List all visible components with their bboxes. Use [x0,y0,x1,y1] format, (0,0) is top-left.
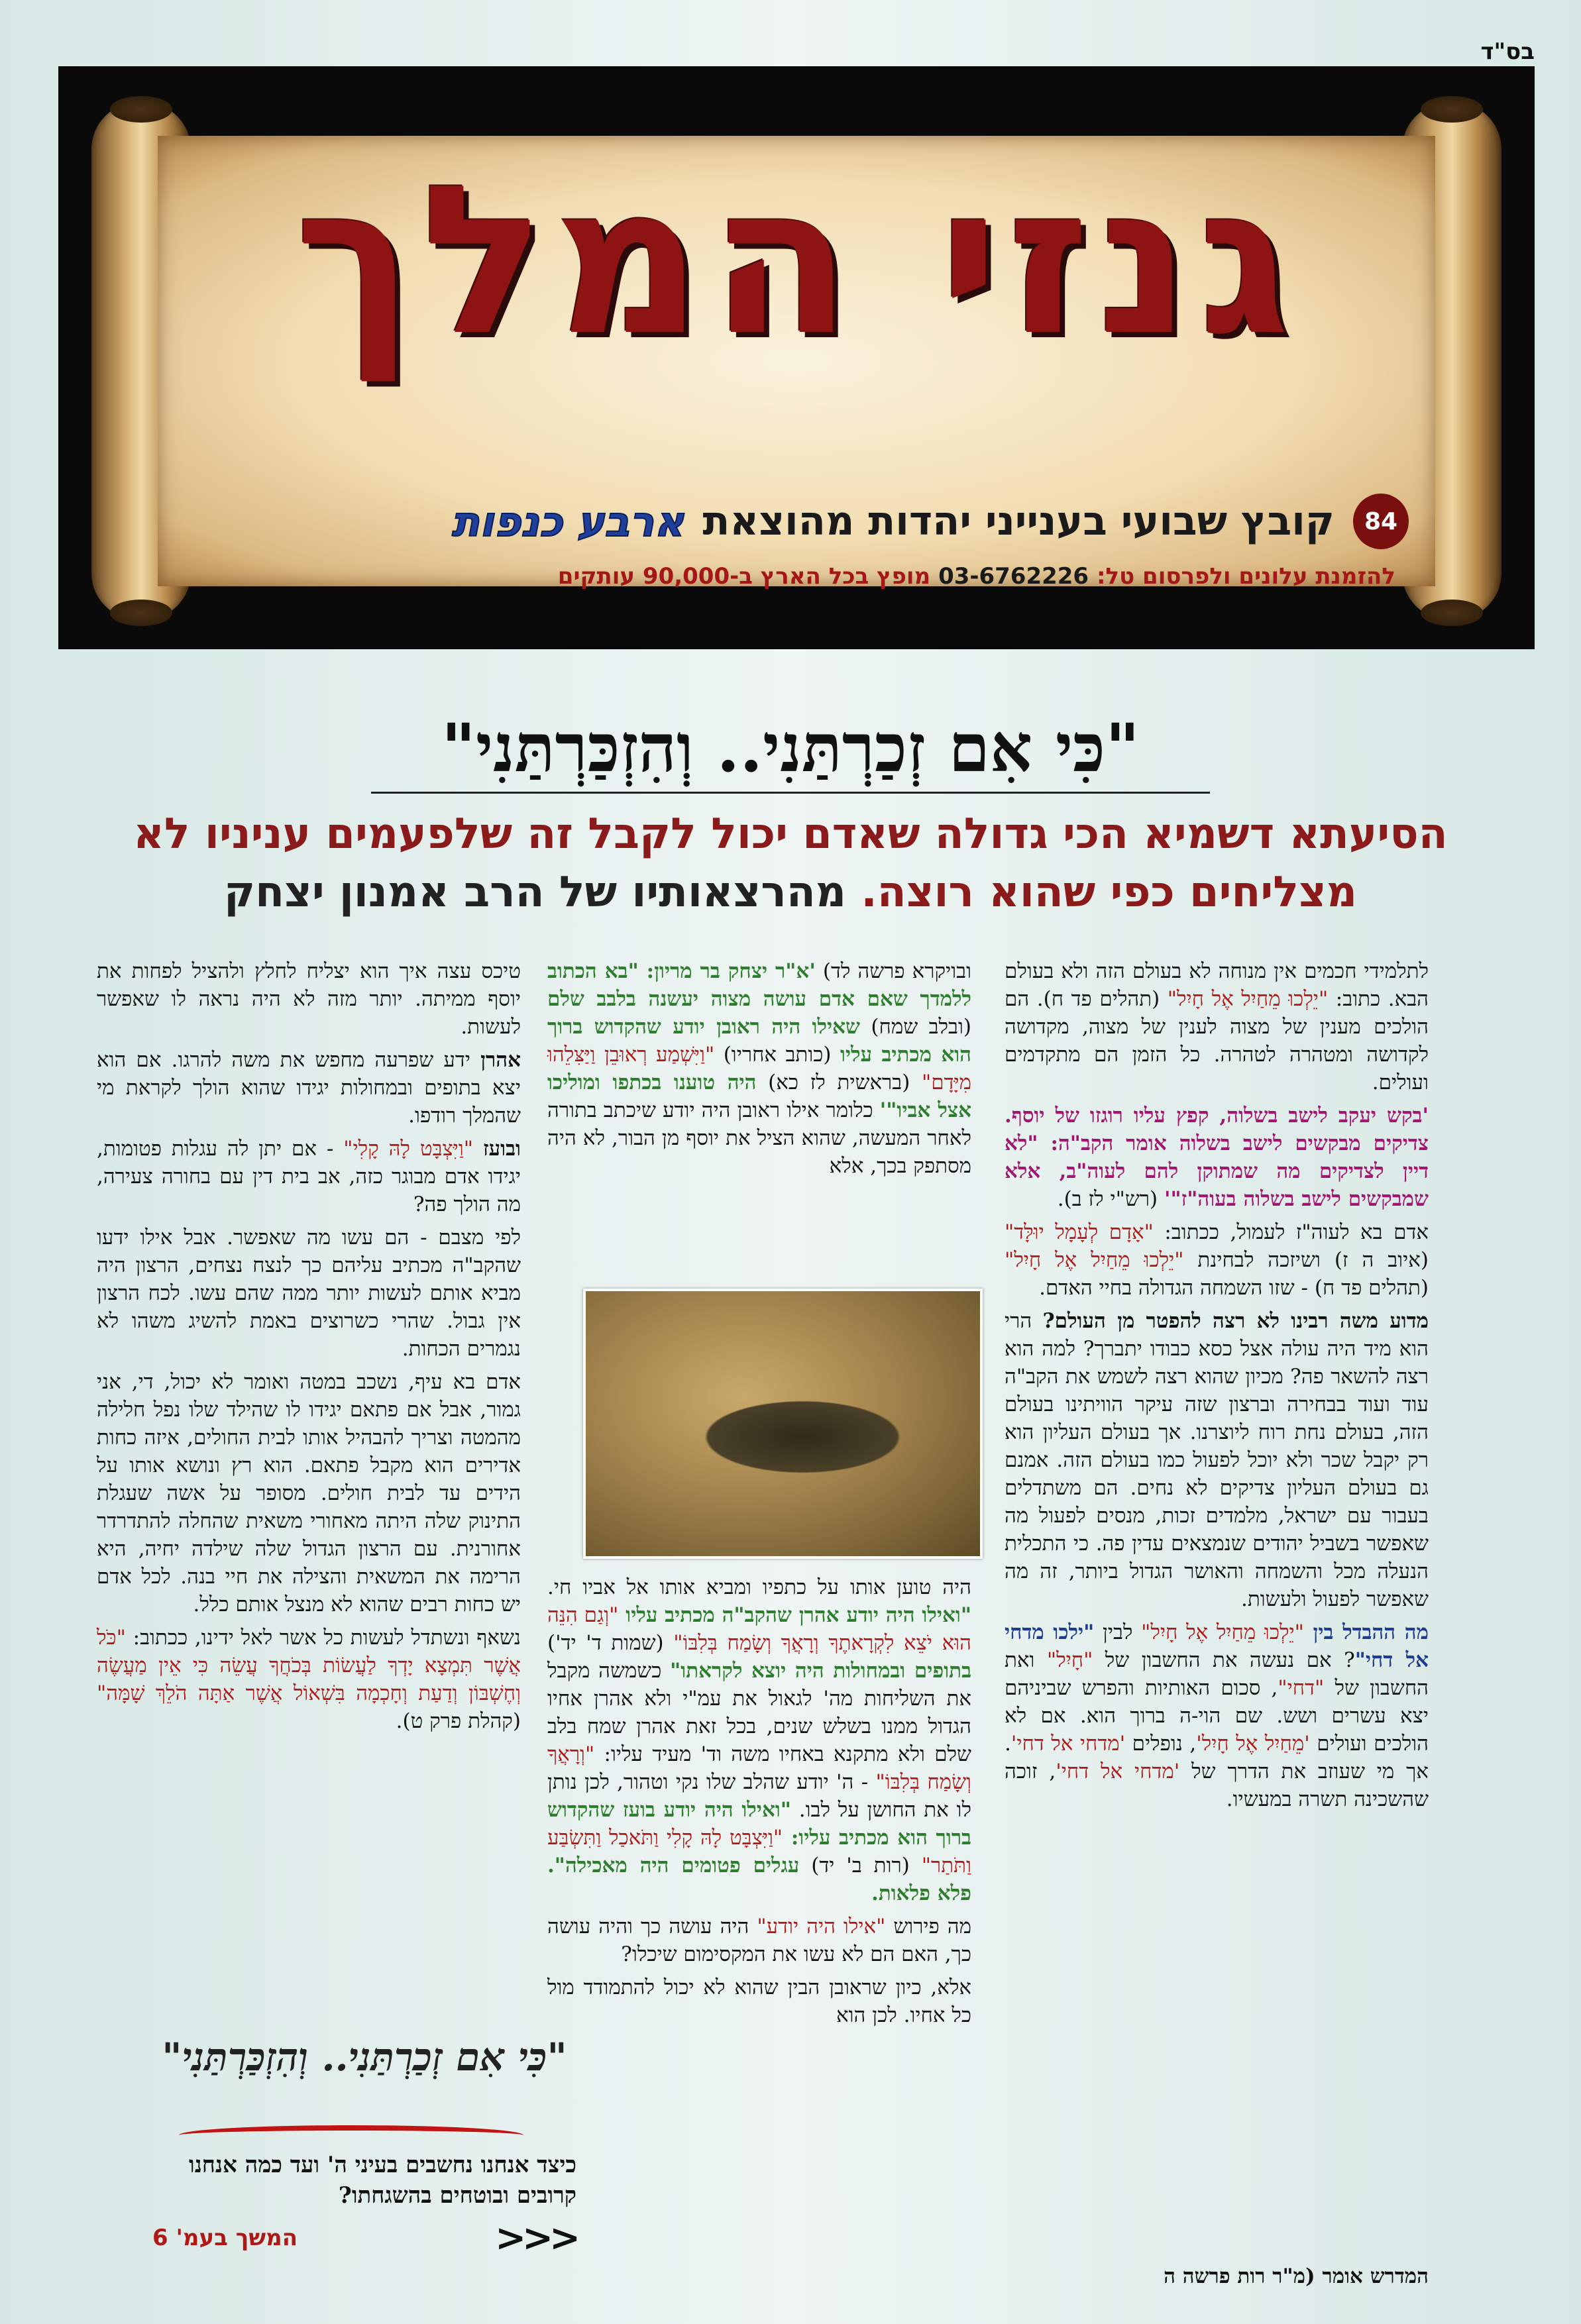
text: נשאף ונשתדל לעשות כל אשר לאל ידינו, ככתוב: [125,1626,521,1650]
byline: מהרצאותיו של הרב אמנון יצחק [223,868,847,917]
paragraph [97,1624,521,1735]
text: לבין [1094,1620,1142,1644]
text: ואת החשבון של [1005,1648,1429,1700]
paragraph [547,1913,971,1968]
quote: "אילו היה יודע" [757,1915,886,1938]
lead-question: מדוע משה רבינו לא רצה להפטר מן העולם? [1042,1309,1429,1333]
text: טיכס עצה איך הוא יצליח לחלץ ולהציל לפחות את יוסף ממיתה. יותר מזה לא היה נראה לו שאפשר לעשות. [97,959,521,1039]
masthead-title: גנזי המלך [294,142,1299,381]
text: (כותב אחריו) [714,1043,840,1067]
circulation-text: מופץ בכל הארץ ב-90,000 עותקים [557,563,931,590]
lead-word: ובועז [483,1137,521,1161]
subtitle-row [452,494,1409,549]
column-middle [547,957,971,1185]
text: כלומר אילו ראובן היה יודע שיכתב בתורה לאחר המעשה, שהוא הציל את יוסף מן הבור, לא היה מסתפק בכך, אלא [547,1098,971,1178]
text: כשמשה מקבל את השליחות מה' לגאול את עמ"י ולא אהרן אחיו הגדול ממנו בשלש שנים, בכל זאת אהרן שמח בלב שלם ולא מתקנא באחיו משה וד' מעיד עליו: [547,1659,971,1766]
paragraph [1005,1307,1429,1613]
text: לפי מצבם - הם עשו מה שאפשר. אבל אילו ידעו שהקב"ה מכתיב עליהם כך לנצח נצחים, הרצון היה מביא אותם לעשות יותר ממה שהם עשו. לכח הרצון אין גבול. שהרי כשרוצים באמת להשיג משהו לא נגמרים הכחות. [97,1226,521,1361]
column-left [97,957,521,1740]
text: הרי הוא מיד היה עולה אצל כסא כבודו יתברך? למה הוא רצה להשאר פה? מכיון שהוא רצה לשמש את הקב"ה עוד ועוד בבחירה וברצון שזה עיקר הוויתינו בעולם הזה, בעולם נחת רוח ליוצרנו. אך בעולם העליון הוא רק יקבל שכר ולא יוכל לפעול כמו בעולם הזה. אמנם גם בעולם העליון צדיקים לא נחים. הם משתדלים בעבור עם ישראל, מלמדים זכות, מנסים לפעול מה שאפשר בשביל יהודים שנמצאים עדין פה. כי התכלית הנעלה מכל והשמחה והאושר הגדול ביותר, זה מה שאפשר לפעול ולעשות. [1005,1309,1429,1611]
title-divider [371,792,1210,794]
quote: 'מדחי אל דחי' [1010,1732,1126,1756]
quote: 'בקש יעקב לישב בשלוה, קפץ עליו רוגזו של יוסף. צדיקים מבקשים לישב בשלוה אומר הקב"ה: "לא דיין לצדיקים מה שמתוקן להם לעוה"ב, אלא שמבקשים לישב בשלוה בעוה"ז"' [1005,1104,1429,1211]
quote: 'א"ר יצחק בר מריון: "בא הכתוב ללמדך שאם אדם עושה מצוה יעשנה בלבב שלם [547,959,971,1011]
quote: "וְגַם הִנֵּה הוּא יֹצֵא לִקְרָאתֶךָ וְרָאֲךָ וְשָׂמַח בְּלִבּוֹ" [547,1603,972,1655]
text: (שמות ד' יד') [547,1631,674,1655]
paragraph [1005,1618,1429,1813]
quote: "וַיִּצְבָּט לָהּ קָלִי וַתֹּאכַל וַתִּשְׂבַּע וַתֹּתַר" [547,1826,971,1877]
text: - ה' יודע שהלב שלו נקי וטהור, לכן נותן לו את החושן על לבו. [547,1770,971,1822]
subtitle: קובץ שבועי בענייני יהדות מהוצאת [702,498,1335,545]
quote: "יֵלְכוּ מֵחַיִל אֶל חָיִל" [1005,1248,1184,1272]
column-middle-lower [547,1573,971,2034]
text: , נופלים [1125,1732,1197,1756]
contact-line [558,563,1395,590]
text: (תהלים פד ח) - שזו השמחה הגדולה בחיי האדם. [1039,1276,1429,1300]
contact-phone: 03-6762226 [938,563,1089,590]
text: (ובלב שמח) [859,1015,971,1039]
source: (רש"י לז ב). [1057,1187,1164,1211]
paragraph [1005,1102,1429,1213]
text: ידע שפרעה מחפש את משה להרגו. אם הוא יצא בתופים ובמחולות יגידו שהוא הולך לקראת מי שהמלך רודפו. [97,1048,521,1128]
paragraph [97,1046,521,1130]
continued-text: המשך בעמ' 6 [152,2225,298,2251]
text: אדם בא לעוה"ז לעמול, ככתוב: [1153,1220,1429,1244]
text: (קהלת פרק ט). [396,1709,521,1733]
paragraph [97,1368,521,1618]
paragraph [1005,957,1429,1096]
paragraph [1005,1218,1429,1302]
masthead-banner [58,66,1535,649]
pull-quote: "כִּי אִם זְכַרְתַּנִי.. וְהִזְכַּרְתַּנִי" [162,2034,567,2080]
publisher-logo: ארבע כנפות [451,497,684,546]
quote: 'מֵחַיִל אֶל חָיִל' [1196,1732,1310,1756]
midrash-line: המדרש אומר (מ"ר רות פרשה ה [1164,2264,1429,2288]
text: , סכום האותיות והפרש שביניהם יצא עשרים ושש. שם הוי-ה ברוך הוא. אם לא הולכים ועולים [1005,1676,1429,1756]
text: (איוב ה ז) ושיזכה לבחינת [1183,1248,1429,1272]
text: אלא, כיון שראובן הבין שהוא לא יכול להתמודד מול כל אחיו. לכן הוא [547,1976,971,2027]
quote: "יֵלְכוּ מֵחַיִל אֶל חָיִל" [1141,1620,1304,1644]
quote: "כֹּל אֲשֶׁר תִּמְצָא יָדְךָ לַעֲשׂוֹת בְּכֹחֲךָ עֲשֵׂה כִּי אֵין מַעֲשֶׂה וְחֶשְׁבּוֹן וְדַעַת וְחָכְמָה בִּשְׁאוֹל אֲשֶׁר אַתָּה הֹלֵךְ שָׁמָּה" [97,1626,521,1705]
continued-link[interactable] [152,2216,576,2260]
article-photo [583,1289,983,1559]
arrows-icon: <<< [495,2216,576,2260]
quote: 'מדחי אל דחי' [1056,1760,1180,1783]
text: ובויקרא פרשה לד) [815,959,971,983]
paragraph [97,1224,521,1363]
paragraph [97,1135,521,1218]
paragraph [547,957,971,1180]
text: , זוכה שהשכינה תשרה במעשיו. [1005,1760,1429,1811]
quote: שאילו היה ראובן יודע שהקדוש ברוך הוא מכתיב עליו [547,1015,971,1067]
article-title: "כִּי אִם זְכַרְתַּנִי.. וְהִזְכַּרְתַּנִי" [441,709,1140,787]
quote: "דחי" [1278,1676,1325,1700]
text: - אם יתן לה עגלות פטומות, יגידו אדם מבוגר כזה, אב בית דין עם בחורה צעירה, מה הולך פה? [97,1137,521,1216]
quote: "וְרָאֲךָ וְשָׂמַח בְּלִבּוֹ" [547,1742,971,1794]
quote: "חָיִל" [1046,1648,1093,1672]
article-subheadline [99,805,1482,922]
swoosh-decoration [179,2125,523,2145]
text: מה פירוש [885,1915,971,1938]
quote: "ואילו היה יודע אהרן שהקב"ה מכתיב עליו [618,1603,971,1627]
text: (רות ב' יד) [799,1854,922,1877]
column-right [1005,957,1429,1819]
text: היה עושה כך והיה עושה כך, האם הם לא עשו את המקסימום שיכלו? [547,1915,971,1966]
contact-label: להזמנת עלונים ולפרסום טל: [1096,563,1395,590]
quote: "וַיִּשְׁמַע רְאוּבֵן וַיַּצִּלֵהוּ מִיָּדָם" [547,1043,971,1094]
paragraph [547,1573,971,1907]
closing-question: כיצד אנחנו נחשבים בעיני ה' ועד כמה אנחנו קרובים ובוטחים בהשגחתו? [189,2152,576,2209]
quote: עגלים פטומים היה מאכילה". פלא פלאות. [547,1854,971,1905]
quote: "וַיִּצְבָּט לָהּ קָלִי" [343,1137,474,1161]
parchment-scroll [85,96,1508,626]
paragraph [97,957,521,1041]
text: לתלמידי חכמים אין מנוחה לא בעולם הזה ולא בעולם הבא. כתוב: [1005,959,1429,1011]
top-mark: בס"ד [1480,38,1535,65]
subheadline-text: הסיעתא דשמיא הכי גדולה שאדם יכול לקבל זה שלפעמים עניניו לא מצליחים כפי שהוא רוצה. [133,810,1448,917]
text: (בראשית לז כא) [756,1071,922,1094]
issue-number-badge: 84 [1353,494,1409,549]
text: היה טוען אותו על כתפיו ומביא אותו אל אביו חי. [547,1575,971,1599]
quote: בתופים ובמחולות היה יוצא לקראתו" [670,1659,972,1683]
lead-word: אהרן [480,1048,521,1072]
paragraph [547,1974,971,2029]
quote: "יֵלְכוּ מֵחַיִל אֶל חָיִל" [1167,987,1329,1011]
quote: "אָדָם לְעָמָל יוּלָּד" [1005,1220,1154,1244]
quote: היה טוענו בכתפו ומוליכו אצל אביו"' [547,1071,971,1122]
quote: "ילכו מדחי אל דחי" [1005,1620,1429,1672]
text: אדם בא עיף, נשכב במטה ואומר לא יכול, די, אני גמור, אבל אם פתאם יגידו לו שהילד שלו נפל חלילה מהמטה וצריך להבהיל אותו לבית החולים, איזה כחות אדירים הוא מקבל פתאם. הוא רץ ונושא אותו על הידים עד לבית חולים. מסופר על אשה שעגלת התינוק שלה היתה מאחורי משאית שהחלה להתדרדר אחורנית. עם הרצון הגדול שלה שילדה יחיה, היא הרימה את המשאית והצילה את חיי בנה. לכל אדם יש כחות רבים שהוא לא מנצל אותם כלל. [97,1370,521,1616]
quote: "ואילו היה יודע בועז שהקדוש ברוך הוא מכתיב עליו: [547,1798,971,1850]
text: (תהלים פד ח). הם הולכים מענין של מצוה לענין של מצוה, מקדושה לקדושה ומטהרה לטהרה. כל הזמן הם מתקדמים ועולים. [1005,987,1429,1094]
lead-question: מה ההבדל בין [1303,1620,1429,1644]
text: ? אם נעשה את החשבון של [1093,1648,1355,1672]
text: . אך מי שעוזב את הדרך של [1005,1732,1429,1783]
